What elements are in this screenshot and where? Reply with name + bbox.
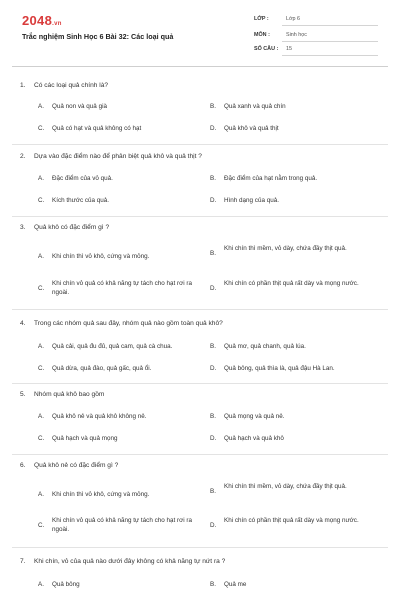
meta-count-label: SỐ CÂU :	[254, 46, 279, 52]
option-letter: B.	[210, 103, 216, 110]
question-text: Nhóm quả khô bao gồm	[34, 391, 105, 398]
option-text: Quả có hạt và quả không có hạt	[52, 125, 142, 132]
page-header	[0, 0, 400, 74]
question-divider	[12, 216, 388, 217]
meta-grade	[254, 14, 378, 26]
option-text: Quả dừa, quả đào, quả gấc, quả ổi.	[52, 365, 152, 372]
meta-subject	[254, 30, 378, 42]
option-letter: C.	[38, 125, 45, 132]
option-text: Quả me	[224, 581, 247, 588]
option-letter: B.	[210, 581, 216, 588]
question-number: 4.	[20, 320, 26, 327]
meta-divider	[282, 41, 378, 42]
question-text: Dựa vào đặc điểm nào để phân biệt quả khô và quả thịt ?	[34, 153, 202, 160]
question-text: Trong các nhóm quả sau đây, nhóm quả nào gồm toàn quả khô?	[34, 320, 223, 327]
question-stem	[20, 391, 104, 398]
header-divider	[12, 66, 388, 67]
question-number: 3.	[20, 224, 26, 231]
option-text: Quả bông, quả thìa là, quả đậu Hà Lan.	[224, 365, 335, 372]
meta-grade-value: Lớp 6	[286, 16, 301, 22]
question-divider	[12, 547, 388, 548]
option-text: Quả mơ, quả chanh, quả lúa.	[224, 343, 306, 350]
question-stem	[20, 320, 223, 327]
option-letter: B.	[210, 175, 216, 182]
option-letter: D.	[210, 522, 217, 529]
option-letter: C.	[38, 285, 45, 292]
option-letter: A.	[38, 343, 44, 350]
option-text: Quả khô nẻ và quả khô không nẻ.	[52, 413, 147, 420]
option-text: Khi chín vỏ quả có khả năng tự tách cho hạt rơi ra ngoài.	[52, 517, 192, 533]
meta-count-value: 15	[286, 46, 292, 52]
site-logo[interactable]	[22, 13, 62, 28]
option-text: Khi chín thì mềm, vỏ dày, chứa đầy thịt quả.	[224, 483, 347, 490]
question-text: Quả khô có đặc điểm gì ?	[34, 224, 110, 231]
option-letter: A.	[38, 175, 44, 182]
option-text: Quả xanh và quả chín	[224, 103, 286, 110]
logo-main-text: 2048	[22, 13, 53, 28]
question-number: 6.	[20, 462, 26, 469]
option-text: Khi chín có phần thịt quả rất dày và mọng nước.	[224, 280, 359, 287]
option-text: Khi chín vỏ quả có khả năng tự tách cho hạt rơi ra ngoài.	[52, 280, 192, 296]
question-number: 2.	[20, 153, 26, 160]
option-letter: D.	[210, 285, 217, 292]
option-letter: B.	[210, 488, 216, 495]
option-letter: D.	[210, 197, 217, 204]
meta-divider	[282, 25, 378, 26]
option-text: Quả hạch và quả mọng	[52, 435, 118, 442]
option-text: Đặc điểm của hạt nằm trong quả.	[224, 175, 318, 182]
question-number: 5.	[20, 391, 26, 398]
option-letter: C.	[38, 435, 45, 442]
option-letter: D.	[210, 125, 217, 132]
question-stem	[20, 462, 118, 469]
question-number: 7.	[20, 558, 26, 565]
meta-divider	[282, 55, 378, 56]
question-divider	[12, 383, 388, 384]
question-divider	[12, 454, 388, 455]
option-text: Khi chín thì vỏ khô, cứng và mỏng.	[52, 491, 150, 498]
question-number: 1.	[20, 82, 26, 89]
option-text: Quả bông	[52, 581, 80, 588]
meta-subject-label: MÔN :	[254, 32, 270, 38]
meta-grade-label: LỚP :	[254, 16, 269, 22]
option-text: Quả mọng và quả nẻ.	[224, 413, 285, 420]
logo-suffix-text: .vn	[52, 21, 62, 27]
option-text: Khi chín có phần thịt quả rất dày và mọng nước.	[224, 517, 359, 524]
question-stem	[20, 558, 225, 565]
option-letter: D.	[210, 435, 217, 442]
option-text: Hình dạng của quả.	[224, 197, 279, 204]
option-letter: A.	[38, 103, 44, 110]
option-letter: D.	[210, 365, 217, 372]
option-text: Khi chín thì vỏ khô, cứng và mỏng.	[52, 253, 150, 260]
option-letter: B.	[210, 343, 216, 350]
question-divider	[12, 309, 388, 310]
option-letter: A.	[38, 253, 44, 260]
option-letter: C.	[38, 365, 45, 372]
option-text: Đặc điểm của vỏ quả.	[52, 175, 113, 182]
option-letter: C.	[38, 522, 45, 529]
option-text: Quả non và quả già	[52, 103, 107, 110]
question-stem	[20, 153, 202, 160]
question-divider	[12, 144, 388, 145]
option-letter: A.	[38, 413, 44, 420]
option-letter: A.	[38, 581, 44, 588]
option-text: Quả khô và quả thịt	[224, 125, 279, 132]
question-text: Khi chín, vỏ của quả nào dưới đây không có khả năng tự nứt ra ?	[34, 558, 226, 565]
option-text: Quả hạch và quả khô	[224, 435, 284, 442]
option-letter: B.	[210, 413, 216, 420]
question-text: Có các loại quả chính là?	[34, 82, 109, 89]
question-stem	[20, 82, 108, 89]
meta-question-count	[254, 44, 378, 56]
option-text: Kích thước của quả.	[52, 197, 110, 204]
option-text: Khi chín thì mềm, vỏ dày, chứa đầy thịt quả.	[224, 245, 347, 252]
question-stem	[20, 224, 109, 231]
option-letter: A.	[38, 491, 44, 498]
question-text: Quả khô nẻ có đặc điểm gì ?	[34, 462, 119, 469]
page-title: Trắc nghiệm Sinh Học 6 Bài 32: Các loại quả	[22, 32, 174, 41]
option-letter: C.	[38, 197, 45, 204]
meta-subject-value: Sinh học	[286, 32, 307, 38]
option-letter: B.	[210, 250, 216, 257]
option-text: Quả cải, quả đu đủ, quả cam, quả cà chua.	[52, 343, 173, 350]
